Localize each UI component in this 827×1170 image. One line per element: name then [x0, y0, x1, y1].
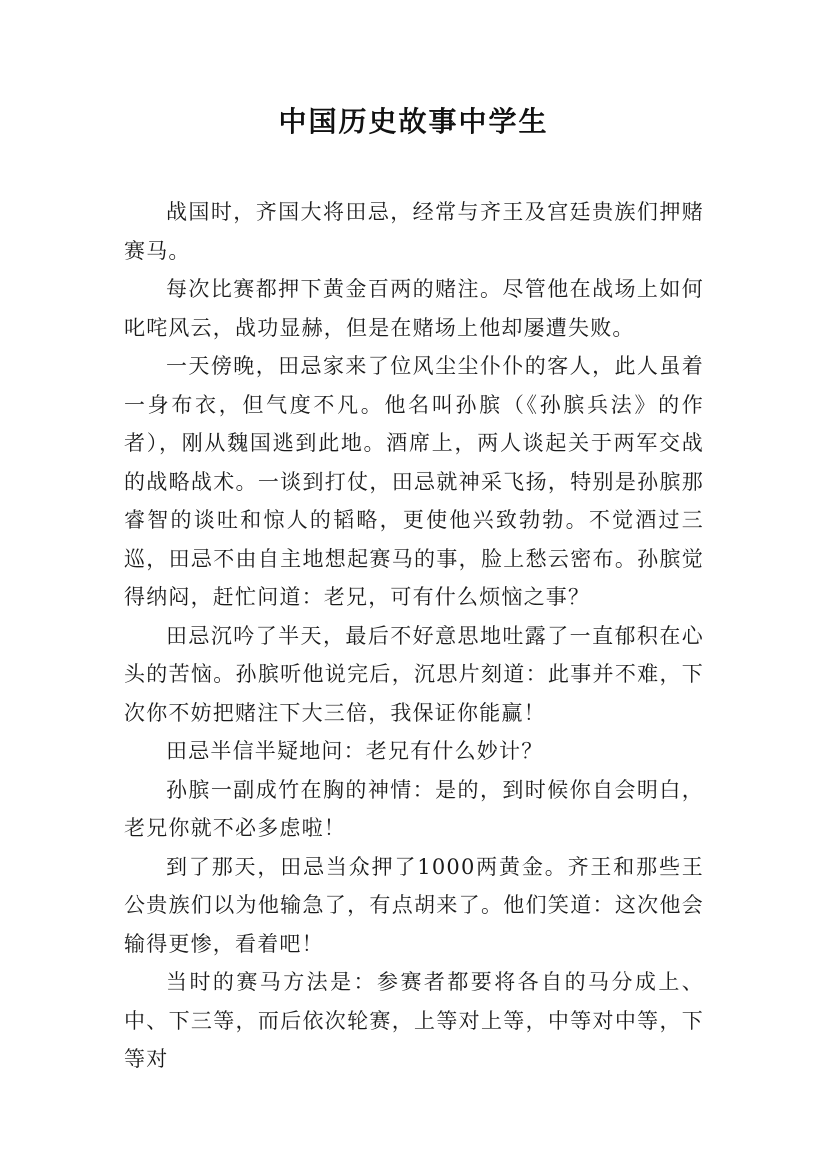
paragraph: 田忌沉吟了半天，最后不好意思地吐露了一直郁积在心头的苦恼。孙膑听他说完后，沉思片刻道：此事并不难，下次你不妨把赌注下大三倍，我保证你能赢！ [124, 623, 704, 725]
paragraph: 当时的赛马方法是：参赛者都要将各自的马分成上、中、下三等，而后依次轮赛，上等对上等，中等对中等，下等对 [124, 970, 704, 1071]
paragraph: 田忌半信半疑地问：老兄有什么妙计？ [166, 739, 544, 763]
paragraph: 到了那天，田忌当众押了1000两黄金。齐王和那些王公贵族们以为他输急了，有点胡来了。他们笑道：这次他会输得更惨，看着吧！ [124, 854, 704, 956]
paragraph: 战国时，齐国大将田忌，经常与齐王及宫廷贵族们押赌赛马。 [124, 200, 704, 263]
paragraph: 孙膑一副成竹在胸的神情：是的，到时候你自会明白，老兄你就不必多虑啦！ [124, 777, 704, 840]
document-title: 中国历史故事中学生 [278, 105, 549, 138]
paragraph: 一天傍晚，田忌家来了位风尘尘仆仆的客人，此人虽着一身布衣，但气度不凡。他名叫孙膑（《孙膑兵法》的作者），刚从魏国逃到此地。酒席上，两人谈起关于两军交战的战略战术。一谈到打仗，田忌就神采飞扬，特别是孙膑那睿智的谈吐和惊人的韬略，更使他兴致勃勃。不觉酒过三巡，田忌不由自主地想起赛马的事，脸上愁云密布。孙膑觉得纳闷，赶忙问道：老兄，可有什么烦恼之事？ [124, 354, 704, 609]
paragraph: 每次比赛都押下黄金百两的赌注。尽管他在战场上如何叱咤风云，战功显赫，但是在赌场上他却屡遭失败。 [124, 277, 704, 340]
document-body [124, 193, 704, 1079]
